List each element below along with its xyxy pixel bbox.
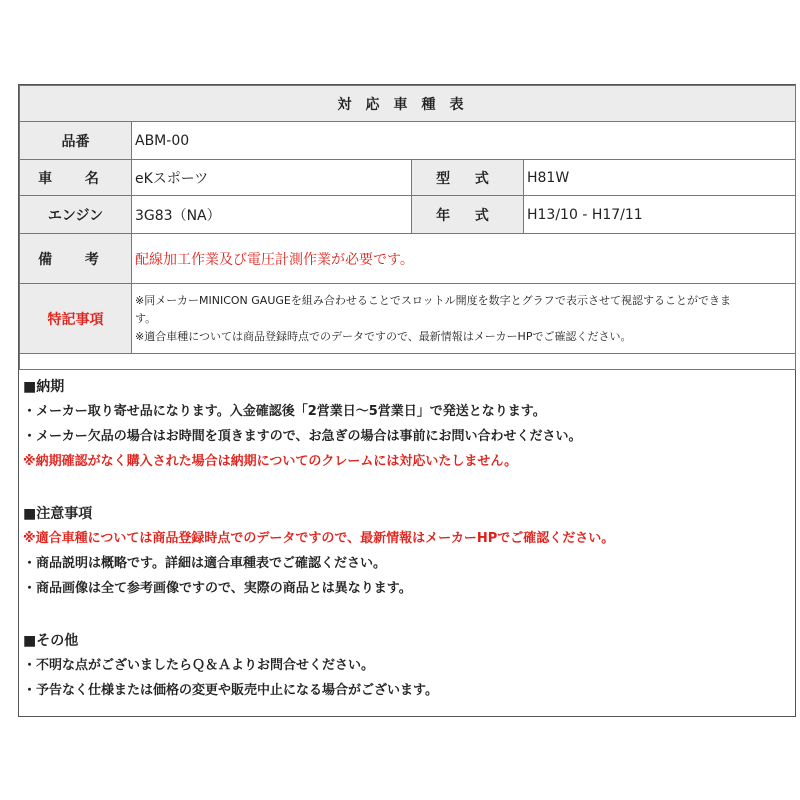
info-sections [23,375,793,703]
other-line: ・予告なく仕様または価格の変更や販売中止になる場合がございます。 [23,683,438,698]
special-note-line: す。 [135,311,157,325]
table-title: 対応車種表 [20,86,796,122]
other-heading: ■その他 [23,633,79,649]
delivery-warning: ※納期確認がなく購入された場合は納期についてのクレームには対応いたしません。 [23,454,518,469]
remarks-value: 配線加工作業及び電圧計測作業が必要です。 [132,234,796,284]
table-row [20,122,796,160]
special-note-line: ※同メーカーMINICON GAUGEを組み合わせることでスロットル開度を数字とグラフで表示させて視認することができま [135,293,731,307]
caution-line: ・商品説明は概略です。詳細は適合車種表でご確認ください。 [23,556,386,571]
special-note-line: ※適合車種については商品登録時点でのデータですので、最新情報はメーカーHPでご確認ください。 [135,329,632,343]
caution-line: ・商品画像は全て参考画像ですので、実際の商品とは異なります。 [23,581,412,596]
other-line: ・不明な点がございましたらＱ＆Ａよりお問合せください。 [23,658,375,673]
part-no-value: ABM-00 [132,122,796,160]
part-no-label: 品番 [20,122,132,160]
car-name-value: eKスポーツ [132,160,412,196]
table-row [20,284,796,354]
model-value: H81W [524,160,796,196]
caution-section [23,502,793,601]
compatibility-table [19,85,796,370]
engine-label: エンジン [20,196,132,234]
car-name-label: 車 名 [20,160,132,196]
table-row [20,196,796,234]
delivery-line: ・メーカー取り寄せ品になります。入金確認後「2営業日～5営業日」で発送となります。 [23,404,546,419]
engine-value: 3G83（NA） [132,196,412,234]
year-label: 年 式 [412,196,524,234]
special-label: 特記事項 [20,284,132,354]
compatibility-panel [18,84,796,717]
year-value: H13/10 - H17/11 [524,196,796,234]
special-notes [132,284,796,354]
model-label: 型 式 [412,160,524,196]
remarks-label: 備 考 [20,234,132,284]
table-spacer-row [20,354,796,370]
delivery-line: ・メーカー欠品の場合はお時間を頂きますので、お急ぎの場合は事前にお問い合わせください。 [23,429,582,444]
table-row [20,160,796,196]
spacer-cell [20,354,796,370]
caution-heading: ■注意事項 [23,506,93,522]
delivery-section [23,375,793,474]
table-row [20,234,796,284]
other-section [23,629,793,703]
delivery-heading: ■納期 [23,379,65,395]
caution-warning: ※適合車種については商品登録時点でのデータですので、最新情報はメーカーHPでご確認ください。 [23,531,615,546]
